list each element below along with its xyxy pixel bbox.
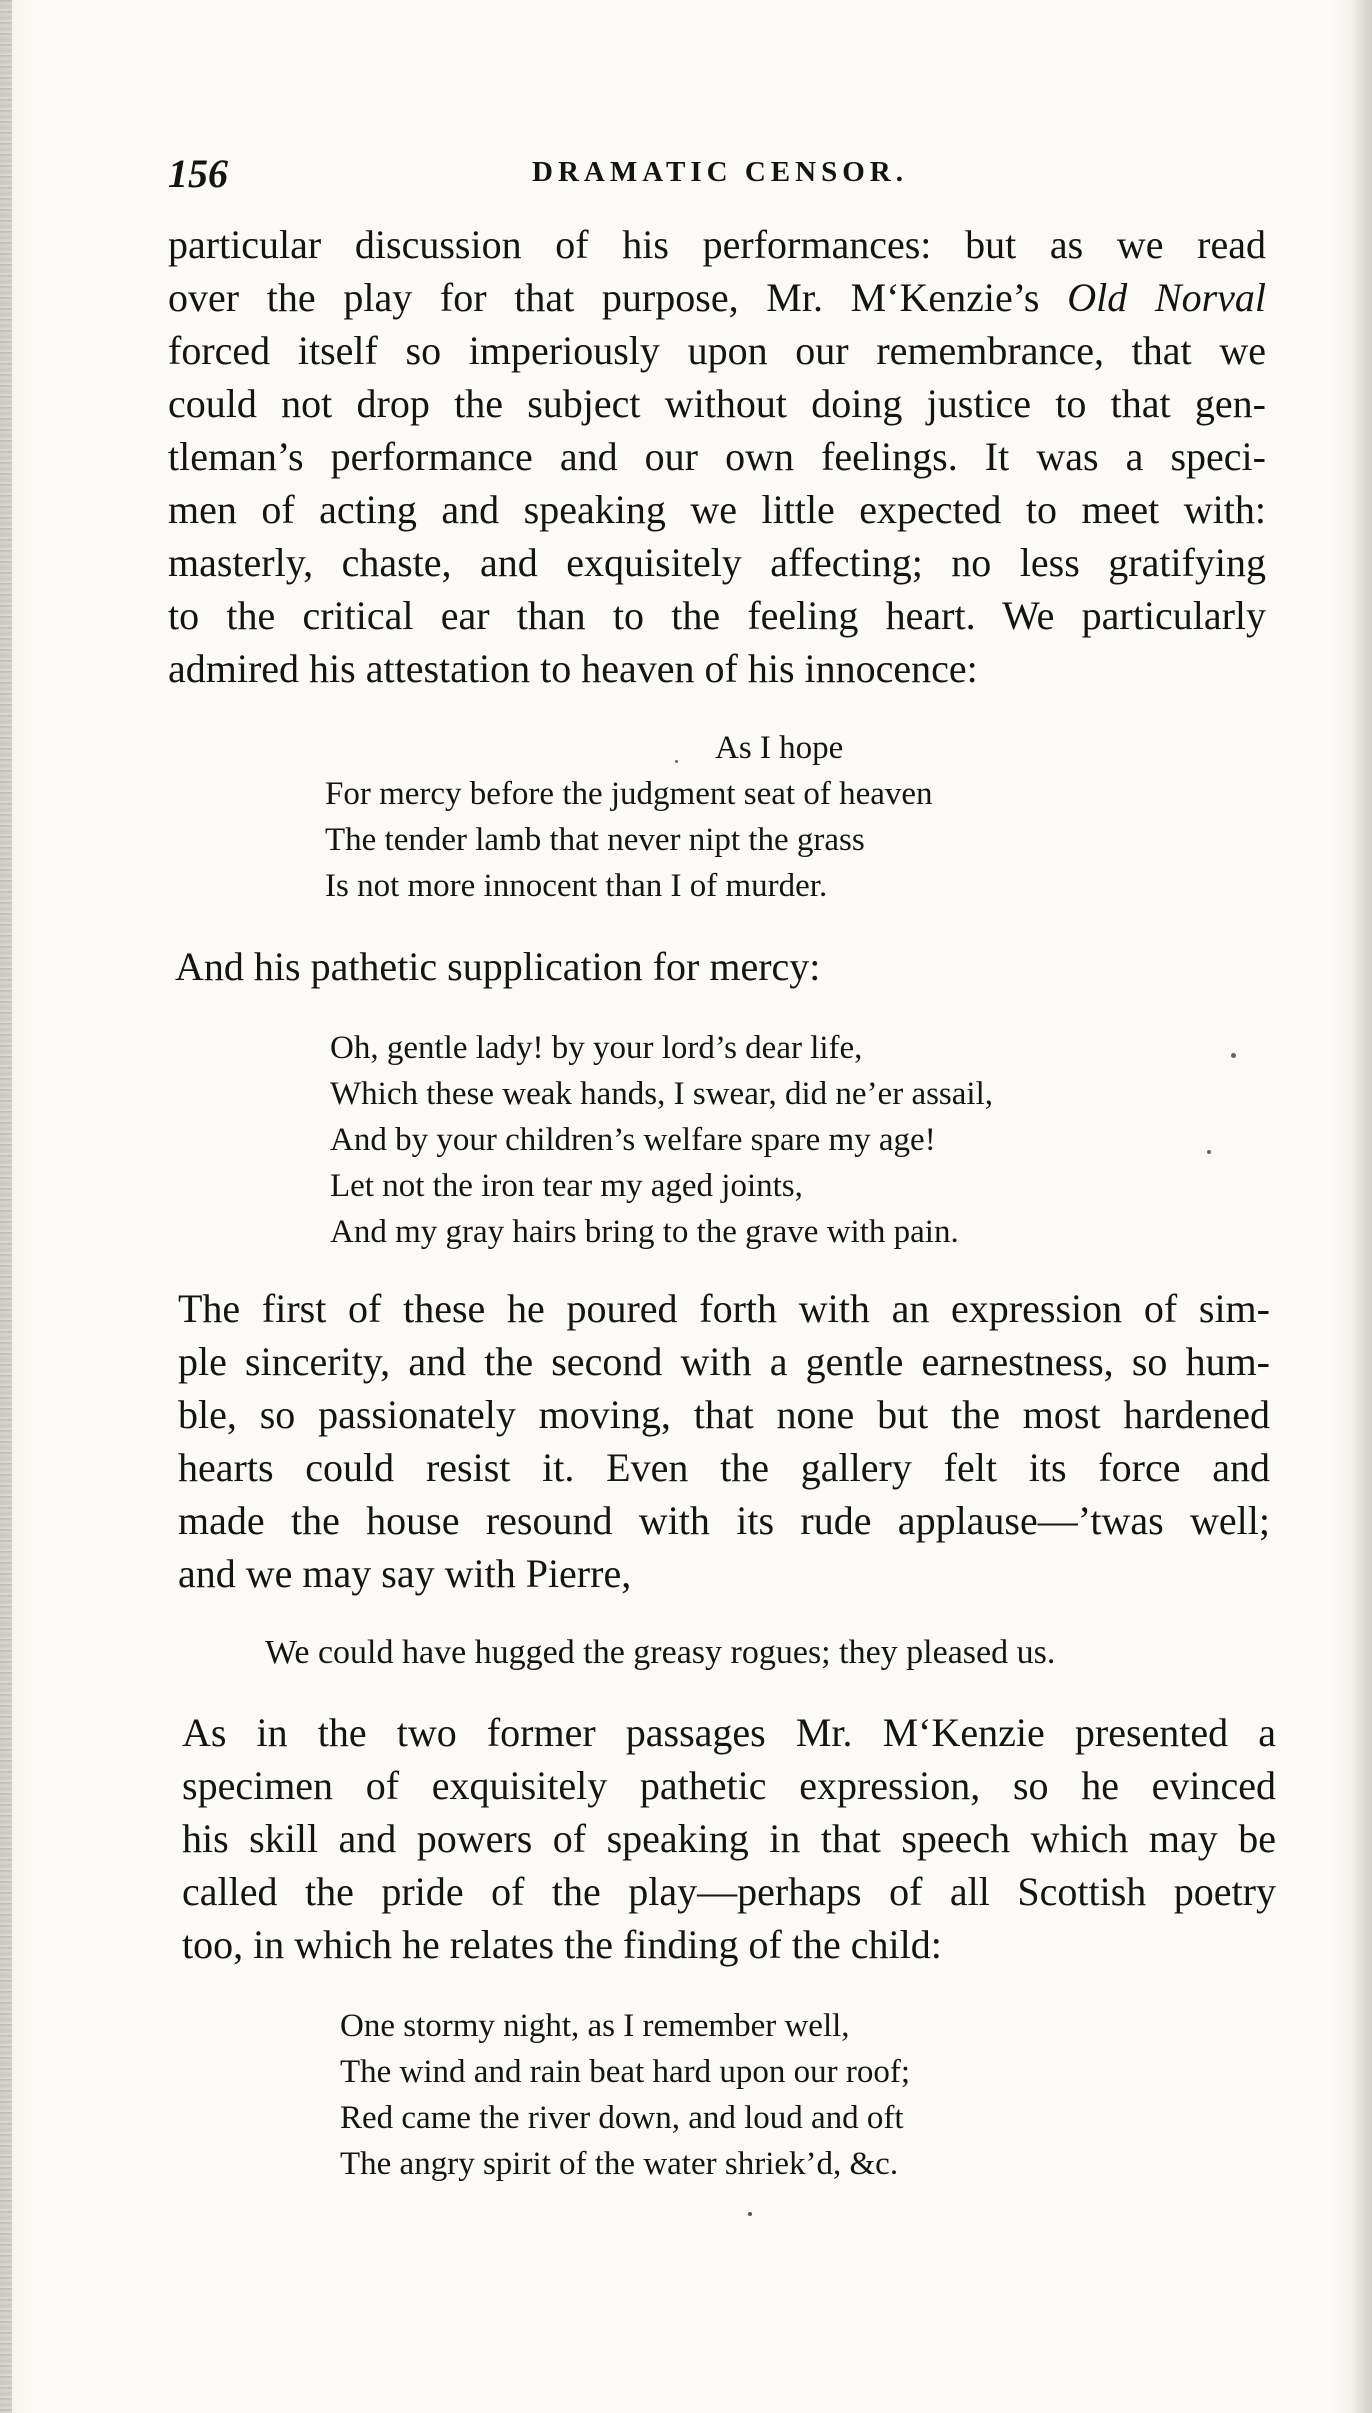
page-outer-edge bbox=[1350, 0, 1372, 2413]
text-line: ble, so passionately moving, that none but the most hardened bbox=[178, 1392, 1270, 1437]
page-number: 156 bbox=[168, 151, 228, 196]
page-header bbox=[168, 150, 1272, 200]
quotation: We could have hugged the greasy rogues; they pleased us. bbox=[265, 1634, 1056, 1671]
verse-line: The angry spirit of the water shriek’d, &c. bbox=[340, 2146, 899, 2182]
text-line: The first of these he poured forth with an expression of sim- bbox=[178, 1286, 1270, 1331]
verse-2 bbox=[330, 1025, 993, 1255]
verse-line: Let not the iron tear my aged joints, bbox=[330, 1168, 803, 1204]
text-line: called the pride of the play—perhaps of all Scottish poetry bbox=[182, 1869, 1276, 1914]
paragraph-3 bbox=[178, 1282, 1270, 1600]
page-binding-edge bbox=[0, 0, 12, 2413]
verse-line: The tender lamb that never nipt the grass bbox=[325, 822, 865, 858]
verse-line: Is not more innocent than I of murder. bbox=[325, 868, 828, 904]
text-line: men of acting and speaking we little expected to meet with: bbox=[168, 487, 1266, 532]
text-line: too, in which he relates the finding of the child: bbox=[182, 1922, 942, 1967]
print-speck bbox=[675, 760, 678, 763]
text-line: to the critical ear than to the feeling heart. We particularly bbox=[168, 593, 1266, 638]
paragraph-1 bbox=[168, 218, 1266, 695]
verse-1 bbox=[325, 725, 933, 909]
text-line: his skill and powers of speaking in that speech which may be bbox=[182, 1816, 1276, 1861]
paragraph-4 bbox=[182, 1706, 1276, 1971]
text-line: As in the two former passages Mr. M‘Kenzie presented a bbox=[182, 1710, 1276, 1755]
verse-line: As I hope bbox=[715, 730, 844, 766]
paragraph-2 bbox=[175, 940, 1273, 993]
verse-line: For mercy before the judgment seat of heaven bbox=[325, 776, 933, 812]
verse-line: The wind and rain beat hard upon our roof; bbox=[340, 2054, 910, 2090]
verse-line: Which these weak hands, I swear, did ne’er assail, bbox=[330, 1076, 994, 1112]
verse-line: Oh, gentle lady! by your lord’s dear life, bbox=[330, 1030, 863, 1066]
text-line: over the play for that purpose, Mr. M‘Kenzie’s Old Norval bbox=[168, 275, 1267, 320]
italic-title: Old Norval bbox=[1067, 275, 1267, 320]
text-line: and we may say with Pierre, bbox=[178, 1551, 632, 1596]
text-line: tleman’s performance and our own feelings. It was a speci- bbox=[168, 434, 1266, 479]
text-line: made the house resound with its rude applause—’twas well; bbox=[178, 1498, 1270, 1543]
verse-3 bbox=[340, 2003, 910, 2187]
text-line: And his pathetic supplication for mercy: bbox=[175, 944, 821, 989]
print-speck bbox=[1231, 1053, 1236, 1058]
text-line: could not drop the subject without doing justice to that gen- bbox=[168, 381, 1266, 426]
text-line: forced itself so imperiously upon our remembrance, that we bbox=[168, 328, 1266, 373]
text-line: particular discussion of his performances: but as we read bbox=[168, 222, 1266, 267]
text-line: ple sincerity, and the second with a gentle earnestness, so hum- bbox=[178, 1339, 1270, 1384]
text-line: hearts could resist it. Even the gallery felt its force and bbox=[178, 1445, 1270, 1490]
print-speck bbox=[748, 2212, 752, 2216]
verse-line: One stormy night, as I remember well, bbox=[340, 2008, 850, 2044]
verse-line: And by your children’s welfare spare my age! bbox=[330, 1122, 936, 1158]
verse-line: Red came the river down, and loud and oft bbox=[340, 2100, 904, 2136]
text-line: masterly, chaste, and exquisitely affecting; no less gratifying bbox=[168, 540, 1266, 585]
running-head: DRAMATIC CENSOR. bbox=[532, 156, 908, 188]
verse-line: And my gray hairs bring to the grave with pain. bbox=[330, 1214, 959, 1250]
print-speck bbox=[1207, 1150, 1211, 1154]
text-line: admired his attestation to heaven of his innocence: bbox=[168, 646, 978, 691]
text-line: specimen of exquisitely pathetic expression, so he evinced bbox=[182, 1763, 1276, 1808]
